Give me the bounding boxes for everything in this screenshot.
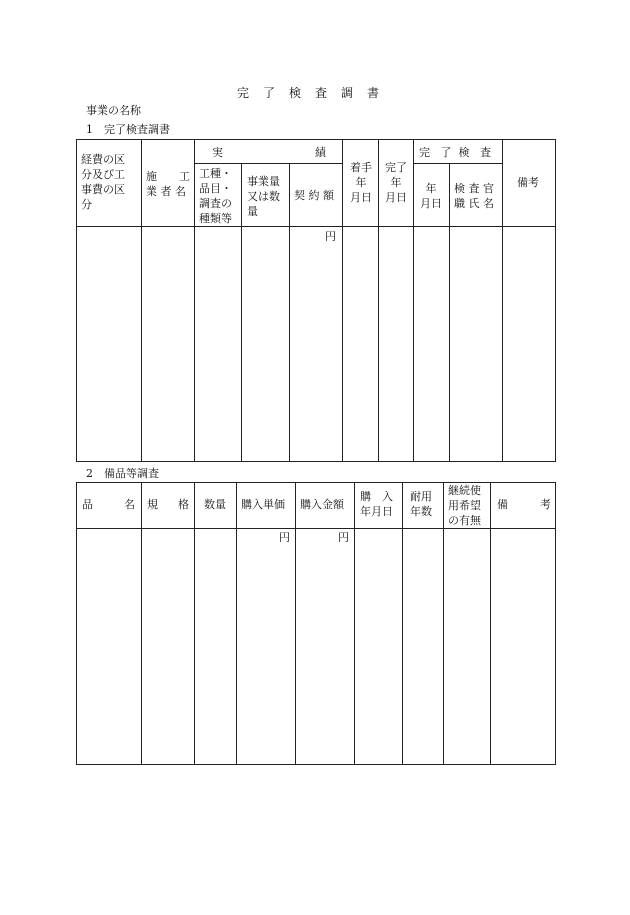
title-char: 了 <box>262 86 275 100</box>
header-inspector-name: 検 査 官 職 氏 名 <box>454 182 494 210</box>
amount-unit: 円 <box>338 531 349 544</box>
header-remarks-left: 備 <box>497 498 508 511</box>
header-remarks-right: 考 <box>540 498 551 511</box>
header-quantity: 数量 <box>204 498 226 511</box>
header-useful-life: 耐用 年数 <box>410 490 432 518</box>
header-completion-inspection: 完 了 検 査 <box>419 146 491 159</box>
title-char: 調 <box>340 86 353 100</box>
header-inspection-date: 年 月日 <box>420 182 442 210</box>
title-char: 査 <box>314 86 327 100</box>
header-spec-right: 格 <box>178 498 189 511</box>
header-contractor: 施 工 業 者 名 <box>146 170 190 198</box>
header-purchase-date: 購 入 年月日 <box>360 490 393 518</box>
title-char: 書 <box>366 86 379 100</box>
header-start-date: 着手 年 月日 <box>350 161 372 204</box>
header-spec-left: 規 <box>147 498 158 511</box>
project-name-label: 事業の名称 <box>86 104 141 117</box>
title-char: 完 <box>236 86 249 100</box>
header-remarks: 備考 <box>517 176 539 189</box>
contract-amount-unit: 円 <box>325 230 336 243</box>
header-unit-price: 購入単価 <box>241 498 285 511</box>
header-purchase-amount: 購入金額 <box>300 498 344 511</box>
header-quantity: 事業量 又は数 量 <box>247 175 280 218</box>
header-work-type: 工種・ 品目・ 調査の 種類等 <box>199 167 232 225</box>
header-item-name-right: 名 <box>124 498 135 511</box>
header-results-left: 実 <box>212 146 223 159</box>
section1-heading: 1 完了検査調書 <box>86 123 170 136</box>
header-continue-use: 継続使 用希望 の有無 <box>448 484 481 527</box>
header-results-right: 績 <box>315 146 326 159</box>
unit-price-unit: 円 <box>279 531 290 544</box>
header-contract-amount: 契 約 額 <box>294 189 334 202</box>
section2-heading: 2 備品等調査 <box>86 467 159 480</box>
header-item-name-left: 品 <box>82 498 93 511</box>
header-completion-date: 完了 年 月日 <box>385 161 407 204</box>
title-char: 検 <box>288 86 301 100</box>
header-expense-type: 経費の区 分及び工 事費の区 分 <box>81 153 125 211</box>
document-title <box>230 84 386 101</box>
